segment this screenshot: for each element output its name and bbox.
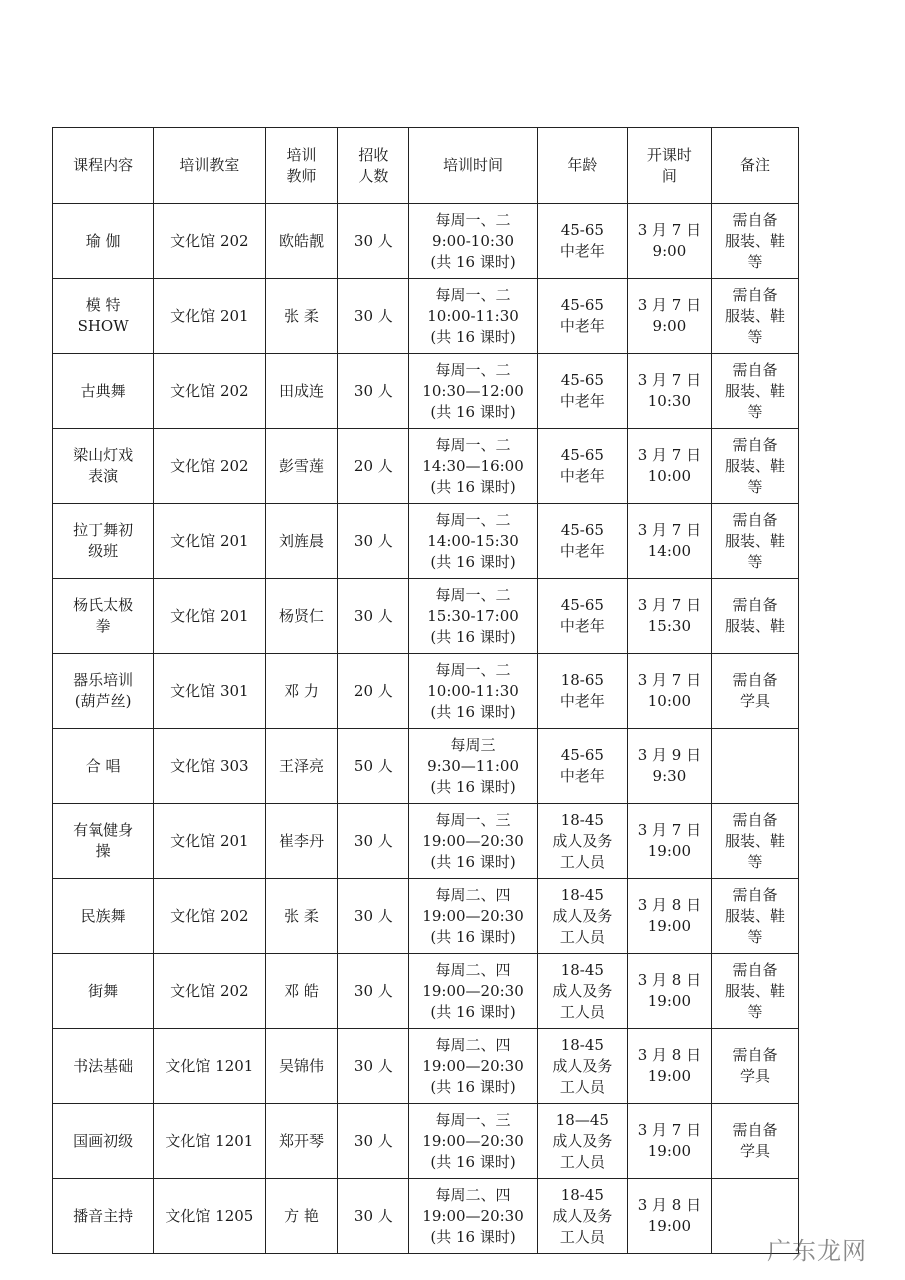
classroom-cell: 文化馆 201	[154, 504, 265, 579]
classroom-cell: 文化馆 202	[154, 204, 265, 279]
time-cell: 每周一、二 10:00-11:30 (共 16 课时)	[409, 279, 538, 354]
table-row	[53, 954, 799, 1029]
classroom-cell: 文化馆 303	[154, 729, 265, 804]
teacher-cell: 张 柔	[265, 279, 338, 354]
age-cell: 45-65 中老年	[537, 429, 627, 504]
header-notes: 备注	[711, 128, 798, 204]
start-date-cell: 3 月 7 日 10:30	[627, 354, 711, 429]
quota-cell: 50 人	[338, 729, 409, 804]
classroom-cell: 文化馆 1201	[154, 1029, 265, 1104]
teacher-cell: 吴锦伟	[265, 1029, 338, 1104]
header-course: 课程内容	[53, 128, 154, 204]
teacher-cell: 田成连	[265, 354, 338, 429]
notes-cell: 需自备 服装、鞋 等	[711, 954, 798, 1029]
quota-cell: 30 人	[338, 954, 409, 1029]
age-cell: 18-45 成人及务 工人员	[537, 879, 627, 954]
course-cell: 拉丁舞初 级班	[53, 504, 154, 579]
start-date-cell: 3 月 7 日 9:00	[627, 279, 711, 354]
quota-cell: 30 人	[338, 879, 409, 954]
table-row	[53, 279, 799, 354]
time-cell: 每周一、二 14:30—16:00 (共 16 课时)	[409, 429, 538, 504]
quota-cell: 20 人	[338, 654, 409, 729]
course-cell: 瑜 伽	[53, 204, 154, 279]
quota-cell: 30 人	[338, 1104, 409, 1179]
course-cell: 梁山灯戏 表演	[53, 429, 154, 504]
classroom-cell: 文化馆 1205	[154, 1179, 265, 1254]
notes-cell: 需自备 服装、鞋 等	[711, 204, 798, 279]
classroom-cell: 文化馆 202	[154, 879, 265, 954]
notes-cell: 需自备 服装、鞋 等	[711, 879, 798, 954]
age-cell: 45-65 中老年	[537, 579, 627, 654]
start-date-cell: 3 月 9 日 9:30	[627, 729, 711, 804]
header-age: 年龄	[537, 128, 627, 204]
quota-cell: 30 人	[338, 1179, 409, 1254]
table-row	[53, 354, 799, 429]
time-cell: 每周二、四 19:00—20:30 (共 16 课时)	[409, 879, 538, 954]
start-date-cell: 3 月 7 日 9:00	[627, 204, 711, 279]
classroom-cell: 文化馆 201	[154, 279, 265, 354]
course-cell: 有氧健身 操	[53, 804, 154, 879]
start-date-cell: 3 月 7 日 10:00	[627, 654, 711, 729]
notes-cell: 需自备 服装、鞋	[711, 579, 798, 654]
quota-cell: 30 人	[338, 804, 409, 879]
teacher-cell: 彭雪莲	[265, 429, 338, 504]
time-cell: 每周一、二 10:30—12:00 (共 16 课时)	[409, 354, 538, 429]
classroom-cell: 文化馆 1201	[154, 1104, 265, 1179]
teacher-cell: 欧皓靓	[265, 204, 338, 279]
classroom-cell: 文化馆 201	[154, 804, 265, 879]
course-cell: 模 特 SHOW	[53, 279, 154, 354]
quota-cell: 30 人	[338, 204, 409, 279]
table-row	[53, 1179, 799, 1254]
notes-cell: 需自备 服装、鞋 等	[711, 804, 798, 879]
quota-cell: 30 人	[338, 279, 409, 354]
classroom-cell: 文化馆 202	[154, 354, 265, 429]
table-row	[53, 579, 799, 654]
time-cell: 每周一、三 19:00—20:30 (共 16 课时)	[409, 804, 538, 879]
time-cell: 每周一、二 15:30-17:00 (共 16 课时)	[409, 579, 538, 654]
notes-cell: 需自备 学具	[711, 654, 798, 729]
start-date-cell: 3 月 8 日 19:00	[627, 1179, 711, 1254]
course-cell: 古典舞	[53, 354, 154, 429]
age-cell: 45-65 中老年	[537, 279, 627, 354]
quota-cell: 30 人	[338, 354, 409, 429]
watermark-logo: 广东龙网	[767, 1237, 867, 1265]
course-cell: 街舞	[53, 954, 154, 1029]
start-date-cell: 3 月 7 日 10:00	[627, 429, 711, 504]
age-cell: 18-45 成人及务 工人员	[537, 1029, 627, 1104]
header-start-date: 开课时 间	[627, 128, 711, 204]
table-row	[53, 204, 799, 279]
header-time: 培训时间	[409, 128, 538, 204]
table-row	[53, 429, 799, 504]
notes-cell: 需自备 学具	[711, 1029, 798, 1104]
start-date-cell: 3 月 8 日 19:00	[627, 954, 711, 1029]
table-header-row	[53, 128, 799, 204]
course-cell: 书法基础	[53, 1029, 154, 1104]
course-cell: 杨氏太极 拳	[53, 579, 154, 654]
classroom-cell: 文化馆 201	[154, 579, 265, 654]
age-cell: 18-65 中老年	[537, 654, 627, 729]
teacher-cell: 方 艳	[265, 1179, 338, 1254]
start-date-cell: 3 月 7 日 14:00	[627, 504, 711, 579]
age-cell: 18-45 成人及务 工人员	[537, 1179, 627, 1254]
teacher-cell: 刘旌晨	[265, 504, 338, 579]
start-date-cell: 3 月 7 日 19:00	[627, 804, 711, 879]
teacher-cell: 邓 皓	[265, 954, 338, 1029]
teacher-cell: 崔李丹	[265, 804, 338, 879]
notes-cell: 需自备 服装、鞋 等	[711, 504, 798, 579]
course-cell: 国画初级	[53, 1104, 154, 1179]
age-cell: 45-65 中老年	[537, 354, 627, 429]
course-cell: 器乐培训 (葫芦丝)	[53, 654, 154, 729]
classroom-cell: 文化馆 202	[154, 429, 265, 504]
age-cell: 45-65 中老年	[537, 504, 627, 579]
notes-cell: 需自备 学具	[711, 1104, 798, 1179]
notes-cell: 需自备 服装、鞋 等	[711, 354, 798, 429]
age-cell: 18—45 成人及务 工人员	[537, 1104, 627, 1179]
course-cell: 播音主持	[53, 1179, 154, 1254]
time-cell: 每周一、三 19:00—20:30 (共 16 课时)	[409, 1104, 538, 1179]
teacher-cell: 郑开琴	[265, 1104, 338, 1179]
classroom-cell: 文化馆 301	[154, 654, 265, 729]
quota-cell: 30 人	[338, 579, 409, 654]
time-cell: 每周二、四 19:00—20:30 (共 16 课时)	[409, 1029, 538, 1104]
quota-cell: 30 人	[338, 504, 409, 579]
time-cell: 每周二、四 19:00—20:30 (共 16 课时)	[409, 954, 538, 1029]
time-cell: 每周一、二 14:00-15:30 (共 16 课时)	[409, 504, 538, 579]
table-row	[53, 1104, 799, 1179]
table-row	[53, 1029, 799, 1104]
time-cell: 每周二、四 19:00—20:30 (共 16 课时)	[409, 1179, 538, 1254]
classroom-cell: 文化馆 202	[154, 954, 265, 1029]
header-quota: 招收 人数	[338, 128, 409, 204]
start-date-cell: 3 月 8 日 19:00	[627, 1029, 711, 1104]
time-cell: 每周一、二 9:00-10:30 (共 16 课时)	[409, 204, 538, 279]
teacher-cell: 张 柔	[265, 879, 338, 954]
table-row	[53, 654, 799, 729]
header-teacher: 培训 教师	[265, 128, 338, 204]
notes-cell: 需自备 服装、鞋 等	[711, 429, 798, 504]
course-cell: 民族舞	[53, 879, 154, 954]
quota-cell: 30 人	[338, 1029, 409, 1104]
teacher-cell: 王泽亮	[265, 729, 338, 804]
start-date-cell: 3 月 7 日 19:00	[627, 1104, 711, 1179]
time-cell: 每周三 9:30—11:00 (共 16 课时)	[409, 729, 538, 804]
start-date-cell: 3 月 8 日 19:00	[627, 879, 711, 954]
notes-cell	[711, 729, 798, 804]
teacher-cell: 邓 力	[265, 654, 338, 729]
quota-cell: 20 人	[338, 429, 409, 504]
header-classroom: 培训教室	[154, 128, 265, 204]
age-cell: 18-45 成人及务 工人员	[537, 954, 627, 1029]
table-row	[53, 879, 799, 954]
table-row	[53, 504, 799, 579]
table-row	[53, 729, 799, 804]
course-schedule-table	[52, 127, 799, 1254]
age-cell: 18-45 成人及务 工人员	[537, 804, 627, 879]
age-cell: 45-65 中老年	[537, 729, 627, 804]
table-row	[53, 804, 799, 879]
teacher-cell: 杨贤仁	[265, 579, 338, 654]
start-date-cell: 3 月 7 日 15:30	[627, 579, 711, 654]
age-cell: 45-65 中老年	[537, 204, 627, 279]
course-cell: 合 唱	[53, 729, 154, 804]
time-cell: 每周一、二 10:00-11:30 (共 16 课时)	[409, 654, 538, 729]
notes-cell: 需自备 服装、鞋 等	[711, 279, 798, 354]
